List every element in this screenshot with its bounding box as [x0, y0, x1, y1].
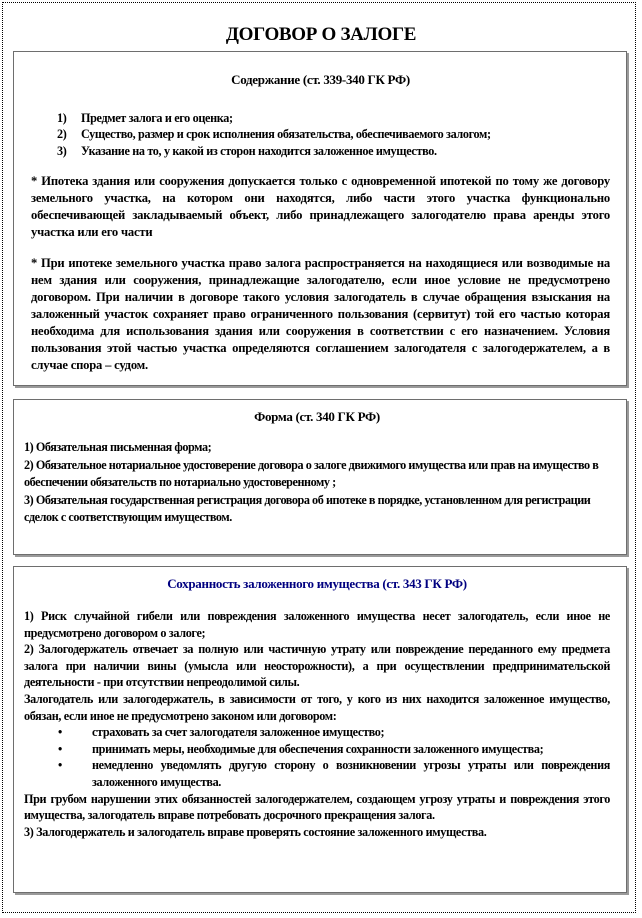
list-item	[49, 110, 610, 126]
paragraph: 1) Риск случайной гибели или повреждения заложенного имущества несет залогодатель, если иное не предусмотрено договором о залоге;	[24, 609, 610, 640]
document-title: ДОГОВОР О ЗАЛОГЕ	[225, 24, 417, 45]
list-text: немедленно уведомлять другую сторону о возникновении угрозы утраты или повреждения заложенного имущества.	[92, 758, 610, 789]
section-title: Сохранность заложенного имущества (ст. 343 ГК РФ)	[167, 576, 467, 591]
list-text: Предмет залога и его оценка;	[81, 111, 233, 125]
section-content-box	[13, 51, 627, 386]
paragraph: Залогодатель или залогодержатель, в зависимости от того, у кого из них находится заложенное имущество, обязан, если иное не предусмотрено законом или договором:	[24, 691, 610, 723]
list-item	[58, 724, 610, 741]
bullet-icon: •	[58, 725, 62, 740]
paragraph: При грубом нарушении этих обязанностей залогодержателем, создающем угрозу утраты и повреждения этого имущества, залогодатель вправе потребовать досрочного прекращения залога.	[24, 791, 610, 823]
bullet-icon: •	[58, 741, 62, 756]
content-list	[31, 110, 610, 159]
section-title: Содержание (ст. 339-340 ГК РФ)	[231, 72, 410, 87]
note-paragraph: * Ипотека здания или сооружения допускается только с одновременной ипотекой по тому же договору земельного участка, на котором они находятся, либо части этого участка функционально обеспечивающей закладываемый объект, либо принадлежащего залогодателю права аренды этого участка или его части	[31, 173, 610, 239]
list-number: 3)	[57, 143, 67, 158]
form-items	[24, 439, 610, 527]
form-item: 3) Обязательная государственная регистрация договора об ипотеке в порядке, установленном для регистрации сделок с соответствующим имуществом.	[24, 492, 591, 524]
list-number: 2)	[57, 127, 67, 142]
list-item	[58, 757, 610, 790]
section-safekeeping-box	[13, 566, 627, 893]
list-text: страховать за счет залогодателя заложенное имущество;	[92, 725, 385, 740]
section-form-box	[13, 399, 627, 555]
list-item	[58, 741, 610, 758]
paragraph: 2) Залогодержатель отвечает за полную или частичную утрату или повреждение переданного ему предмета залога при наличии вины (умысла или неосторожности), а при осуществлении предпринимательской деятельности - при отсутствии непреодолимой силы.	[24, 642, 610, 690]
form-item: 1) Обязательная письменная форма;	[24, 440, 212, 454]
list-text: Существо, размер и срок исполнения обязательства, обеспечиваемого залогом;	[81, 127, 491, 142]
bullet-icon: •	[58, 758, 62, 773]
section-title: Форма (ст. 340 ГК РФ)	[254, 409, 380, 424]
list-text: Указание на то, у какой из сторон находится заложенное имущество.	[81, 143, 437, 158]
list-text: принимать меры, необходимые для обеспечения сохранности заложенного имущества;	[92, 741, 544, 756]
paragraph: 3) Залогодержатель и залогодатель вправе проверять состояние заложенного имущества.	[24, 824, 487, 839]
form-item: 2) Обязательное нотариальное удостоверение договора о залоге движимого имущества или прав на имущество в обеспечении обязательств по нотариально удостоверенному ;	[24, 457, 599, 489]
list-item	[49, 143, 610, 159]
list-number: 1)	[57, 111, 67, 125]
note-paragraph: * При ипотеке земельного участка право залога распространяется на находящиеся или возводимые на нем здания или сооружения, принадлежащие залогодателю, если иное условие не предусмотрено договором. При наличии в договоре такого условия залогодатель в случае обращения взыскания на заложенный участок сохраняет право ограниченного пользования (сервитут) той его частью которая необходима для использования здания или сооружения в соответствии с его назначением. Условия пользования этой частью участка определяются соглашением залогодателя с залогодержателем, а в случае спора – судом.	[31, 255, 610, 372]
list-item	[49, 126, 610, 142]
obligations-list	[24, 724, 610, 790]
safekeeping-body	[24, 608, 610, 840]
